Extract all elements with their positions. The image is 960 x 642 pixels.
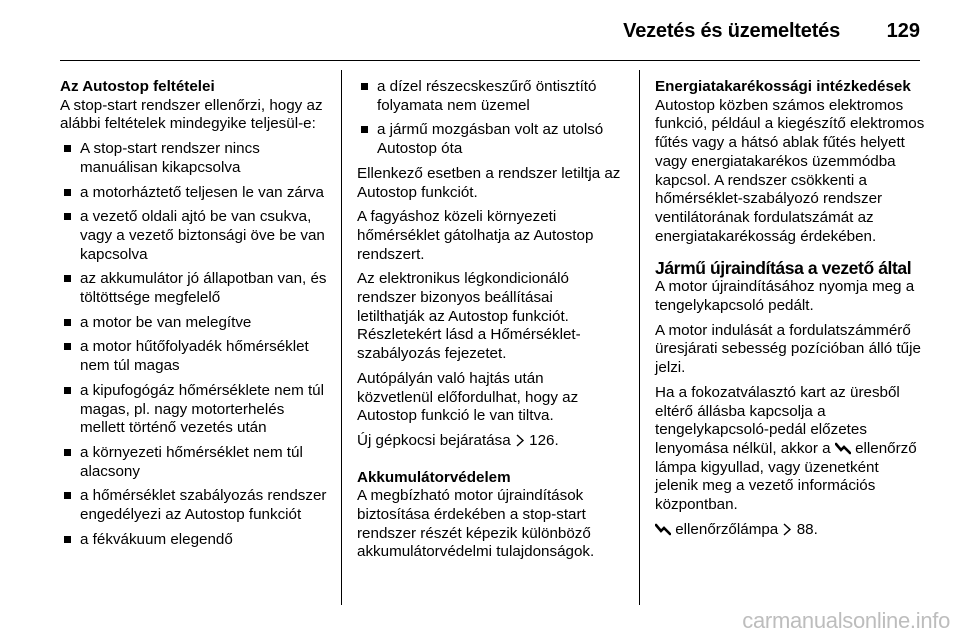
column-divider-1: [341, 70, 342, 605]
bullet-icon: [64, 492, 71, 499]
paragraph-with-icon: Ha a fokozatválasztó kart az üresből eltérő állásba kapcsolja a tengelykapcsoló-pedál előzetes lenyomása nélkül, akkor a ellenőrző lámpa kigyullad, vagy üzenetként jelenik meg a vezető információs központban.: [655, 383, 917, 514]
list-item: A stop-start rendszer nincs manuálisan kikapcsolva: [60, 140, 330, 177]
paragraph: Az elektronikus légkondicionáló rendszer bizonyos beállításai letilthatják az Autostop funkciót. Részletekért lásd a Hőmérséklet-szabályozás fejezetet.: [357, 270, 581, 363]
section-heading-battery-protection: Akkumulátorvédelem: [357, 468, 511, 486]
bullet-icon: [64, 536, 71, 543]
column-3: [655, 78, 925, 545]
page-header: [0, 0, 960, 60]
bullet-icon: [64, 343, 71, 350]
bullet-icon: [64, 449, 71, 456]
conditions-list-continued: [357, 78, 622, 159]
paragraph: Ellenkező esetben a rendszer letiltja az Autostop funkciót.: [357, 164, 621, 201]
conditions-list: [60, 140, 330, 549]
list-item: a vezető oldali ajtó be van csukva, vagy a vezető biztonsági öve be van kapcsolva: [60, 208, 330, 264]
list-item: a hőmérséklet szabályozás rendszer engedélyezi az Autostop funkciót: [60, 487, 330, 524]
cross-reference-paragraph: [357, 432, 622, 451]
bullet-icon: [361, 83, 368, 90]
column-2: [357, 78, 622, 568]
page-number: 129: [886, 20, 920, 42]
paragraph: A megbízható motor újraindítások biztosítása érdekében a stop-start rendszer részét képezik különböző akkumulátorvédelmi tulajdonságok.: [357, 487, 595, 561]
intro-paragraph: A stop-start rendszer ellenőrzi, hogy az alábbi feltételek mindegyike teljesül-e:: [60, 96, 323, 133]
cross-reference-paragraph: [655, 521, 925, 540]
reference-link[interactable]: 126.: [529, 431, 559, 449]
paragraph: A motor indulását a fordulatszámmérő üresjárati sebesség pozícióban álló tűje jelzi.: [655, 321, 921, 377]
reference-text: ellenőrzőlámpa: [675, 520, 779, 538]
paragraph: A fagyáshoz közeli környezeti hőmérséklet gátolhatja az Autostop rendszert.: [357, 208, 594, 263]
list-item: a környezeti hőmérséklet nem túl alacsony: [60, 444, 330, 481]
gear-shift-warning-icon: [835, 442, 851, 455]
list-item: a motor be van melegítve: [60, 314, 330, 333]
paragraph: Autostop közben számos elektromos funkció, például a kiegészítő elektromos fűtés vagy a hátsó ablak fűtés helyett vagy energiatakarékos üzemmódba kapcsol. A rendszer csökkenti a hőmérséklet-szabályozó rendszer ventilátorának fordulatszámát az energiatakarékosság érdekében.: [655, 96, 925, 245]
paragraph: A motor újraindításához nyomja meg a tengelykapcsoló pedált.: [655, 278, 915, 315]
paragraph: Autópályán való hajtás után közvetlenül előfordulhat, hogy az Autostop funkció le van tiltva.: [357, 369, 579, 425]
gear-shift-warning-icon: [655, 523, 671, 536]
page-title: Vezetés és üzemeltetés: [623, 20, 840, 42]
bullet-icon: [64, 213, 71, 220]
list-item: a fékvákuum elegendő: [60, 531, 330, 550]
bullet-icon: [64, 145, 71, 152]
watermark-text: carmanualsonline.info: [742, 608, 950, 633]
bullet-icon: [64, 387, 71, 394]
list-item: az akkumulátor jó állapotban van, és töltöttsége megfelelő: [60, 270, 330, 307]
page-reference-arrow-icon: [515, 434, 525, 447]
bullet-icon: [64, 189, 71, 196]
section-heading-energy-saving: Energiatakarékossági intézkedések: [655, 78, 911, 95]
list-item: a dízel részecskeszűrő öntisztító folyamata nem üzemel: [357, 78, 622, 115]
section-heading-autostop-conditions: Az Autostop feltételei: [60, 78, 215, 95]
header-divider: [60, 60, 920, 61]
bullet-icon: [64, 319, 71, 326]
list-item: a jármű mozgásban volt az utolsó Autostop óta: [357, 121, 622, 158]
bullet-icon: [64, 275, 71, 282]
section-heading-driver-restart: Jármű újraindítása a vezető által: [655, 258, 912, 279]
page-reference-arrow-icon: [782, 523, 792, 536]
list-item: a motor hűtőfolyadék hőmérséklet nem túl magas: [60, 338, 330, 375]
list-item: a motorháztető teljesen le van zárva: [60, 184, 330, 203]
reference-link[interactable]: 88.: [796, 520, 818, 538]
column-divider-2: [639, 70, 640, 605]
bullet-icon: [361, 126, 368, 133]
list-item: a kipufogógáz hőmérséklete nem túl magas, pl. nagy motorterhelés mellett történő vezetés után: [60, 382, 330, 438]
reference-text: Új gépkocsi bejáratása: [357, 431, 511, 449]
column-1: [60, 78, 330, 555]
